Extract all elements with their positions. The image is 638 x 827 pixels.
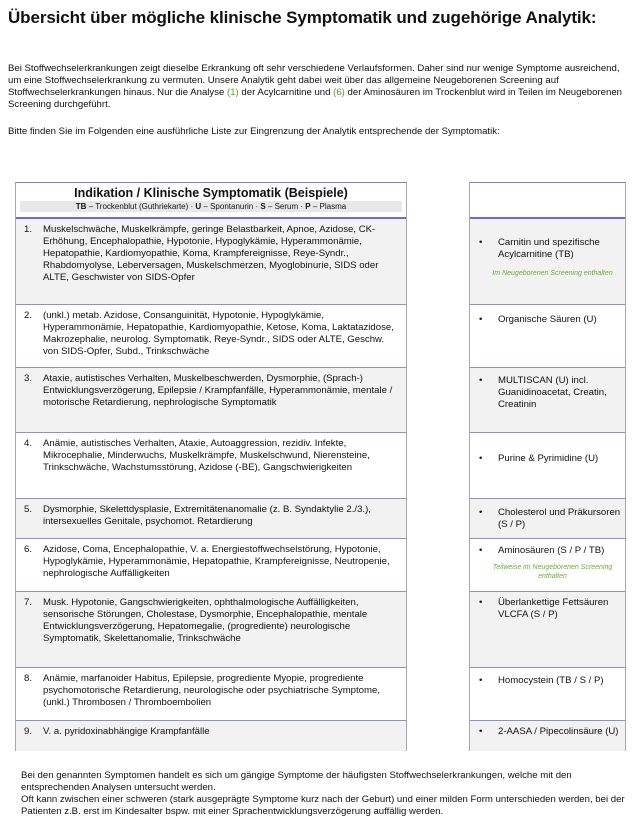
- row-number: 2.: [24, 310, 33, 321]
- table-row: [16, 721, 406, 751]
- analysis-row: [470, 368, 625, 433]
- analysis-label: Aminosäuren (S / P / TB): [498, 545, 605, 556]
- table-row: [16, 433, 406, 499]
- legend-abbr: P: [305, 202, 311, 211]
- row-symptoms: Musk. Hypotonie, Gangschwierigkeiten, ophthalmologische Auffälligkeiten, sensorische Störungen, Cholestase, Dysmorphie, Encephalopathie, mentale Entwicklungsverzögerung, Hepatomegalie, (progrediente) neurologische Symptomatik, Skelettanomalie, Trinkschwäche: [43, 597, 368, 644]
- table-row: [16, 368, 406, 433]
- analysis-row: [470, 219, 625, 305]
- bullet: •: [479, 675, 483, 686]
- analysis-row: [470, 433, 625, 499]
- legend-abbr: U: [195, 202, 202, 211]
- analysis-label: Cholesterol und Präkursoren (S / P): [498, 507, 621, 530]
- bullet: •: [479, 726, 483, 737]
- analysis-row: [470, 668, 625, 721]
- analysis-label: Carnitin und spezifische Acylcarnitine (TB): [498, 237, 600, 260]
- row-symptoms: Ataxie, autistisches Verhalten, Muskelbeschwerden, Dysmorphie, (Sprach-) Entwicklungsverzögerung, Epilepsie / Krampfanfälle, Hyperammonämie, mentale / motorische Retardierung, nephrologische Symptomatik: [43, 373, 393, 408]
- table-row: [16, 219, 406, 305]
- row-number: 8.: [24, 673, 33, 684]
- legend-abbr: TB: [75, 202, 87, 211]
- symptom-table: [15, 182, 407, 751]
- legend-text: – Serum ·: [265, 202, 306, 211]
- row-symptoms: Muskelschwäche, Muskelkrämpfe, geringe Belastbarkeit, Apnoe, Azidose, CK-Erhöhung, Encephalopathie, Hypotonie, Hypoglykämie, Hyperammonämie, Hepatopathie, Kardiomyopathie, Koma, Krampfereignisse, Reye-Syndr., Rhabdomyolyse, Leberversagen, Muskelschmerzen, Myoglobinurie, SIDS oder ALTE, Geschwister von SIDS-Opfer: [43, 224, 379, 283]
- list-intro: Bitte finden Sie im Folgenden eine ausführliche Liste zur Eingrenzung der Analytik entsprechende der Symptomatik:: [8, 126, 500, 137]
- bullet: •: [479, 597, 483, 608]
- analysis-label: Homocystein (TB / S / P): [498, 675, 604, 686]
- intro-text-3: der Aminosäuren im Trockenblut wird in Teilen im Neugeborenen Screening durchgeführt.: [8, 87, 623, 110]
- row-number: 4.: [24, 438, 33, 449]
- table-header-title: Indikation / Klinische Symptomatik (Beispiele): [74, 186, 348, 200]
- analysis-row: [470, 721, 625, 751]
- row-number: 7.: [24, 597, 33, 608]
- intro-num-1: (1): [227, 87, 239, 98]
- table-row: [16, 668, 406, 721]
- analysis-label: Organische Säuren (U): [498, 314, 597, 325]
- screening-note: Im Neugeborenen Screening enthalten: [492, 270, 613, 277]
- bullet: •: [479, 507, 483, 518]
- page-title: Übersicht über mögliche klinische Symptomatik und zugehörige Analytik:: [8, 8, 597, 27]
- bullet: •: [479, 545, 483, 556]
- analysis-row: [470, 592, 625, 668]
- table-row: [16, 539, 406, 592]
- row-symptoms: Azidose, Coma, Encephalopathie, V. a. Energiestoffwechselstörung, Hypotonie, Hypoglykämie, Hyperammonämie, Hepatopathie, Krampfereignisse, Neutropenie, nephrologische Auffälligkeiten: [43, 544, 390, 579]
- bullet: •: [479, 237, 483, 248]
- screening-note: Teilweise im Neugeborenen Screening enthalten: [492, 564, 613, 580]
- analysis-row: [470, 539, 625, 592]
- bullet: •: [479, 375, 483, 386]
- analysis-label: 2-AASA / Pipecolinsäure (U): [498, 726, 619, 737]
- analysis-row: [470, 305, 625, 368]
- table-header-legend: [20, 201, 402, 212]
- analysis-label: Überlankettige Fettsäuren VLCFA (S / P): [498, 597, 609, 620]
- legend-text: – Trockenblut (Guthriekarte) ·: [86, 202, 196, 211]
- analysis-table: [469, 182, 626, 751]
- row-number: 6.: [24, 544, 33, 555]
- intro-text-1: Bei Stoffwechselerkrankungen zeigt dieselbe Erkrankung oft sehr verschiedene Verlaufsformen. Daher sind nur wenige Symptome ausreichend, um eine Stoffwechselerkrankung zu vermuten. Unsere Analytik geht dabei weit über das allgemeine Neugeborenen Screening auf Stoffwechselerkrankungen hinaus. Nur die Analyse: [8, 63, 620, 98]
- table-row: [16, 305, 406, 368]
- analysis-label: Purine & Pyrimidine (U): [498, 453, 599, 464]
- row-symptoms: Anämie, autistisches Verhalten, Ataxie, Autoaggression, rezidiv. Infekte, Mikrocephalie, Minderwuchs, Muskelkrämpfe, Muskelschwund, Nierensteine, Trinkschwäche, Wachstumsstörung, Azidose (-BE), Gangschwierigkeiten: [43, 438, 370, 473]
- row-number: 3.: [24, 373, 33, 384]
- analysis-row: [470, 499, 625, 539]
- legend-text: – Plasma: [310, 202, 347, 211]
- bullet: •: [479, 453, 483, 464]
- analysis-table-header: [470, 183, 625, 219]
- row-number: 1.: [24, 224, 33, 235]
- row-number: 5.: [24, 504, 33, 515]
- row-symptoms: Anämie, marfanoider Habitus, Epilepsie, progrediente Myopie, progrediente psychomotorische Retardierung, neurologische oder psychiatrische Symptome, (unkl.) Thrombosen / Thromboembolien: [43, 673, 381, 708]
- closing-paragraph: Bei den genannten Symptomen handelt es sich um gängige Symptome der häufigsten Stoffwechselerkrankungen, welche mit den entsprechenden Analysen untersucht werden. Oft kann zwischen einer schweren (stark ausgeprägte Symptome kurz nach der Geburt) und einer milden Form unterschieden werden, bei der Patienten z.B. erst im Kindesalter bspw. mit einer Sprachentwicklungsverzögerung auffällig werden.: [21, 770, 625, 817]
- row-number: 9.: [24, 726, 33, 737]
- intro-paragraph: [8, 63, 630, 111]
- legend-abbr: S: [260, 202, 266, 211]
- intro-text-2: der Acylcarnitine und: [238, 87, 334, 98]
- row-symptoms: (unkl.) metab. Azidose, Consanguinität, Hypotonie, Hypoglykämie, Hyperammonämie, Hepatopathie, Kardiomyopathie, Ketose, Koma, Laktatazidose, Makrozephalie, neurolog. Symptomatik, Reye-Syndr., SIDS oder ALTE, Geschw. von SIDS-Opfer, Subd., Trinkschwäche: [43, 310, 394, 357]
- intro-num-2: (6): [333, 87, 345, 98]
- symptom-table-header: [16, 183, 406, 219]
- analysis-label: MULTISCAN (U) incl. Guanidinoacetat, Creatin, Creatinin: [498, 375, 607, 410]
- table-row: [16, 592, 406, 668]
- row-symptoms: V. a. pyridoxinabhängige Krampfanfälle: [43, 726, 210, 737]
- legend-text: – Spontanurin ·: [201, 202, 261, 211]
- bullet: •: [479, 314, 483, 325]
- table-row: [16, 499, 406, 539]
- row-symptoms: Dysmorphie, Skelettdysplasie, Extremitätenanomalie (z. B. Syndaktylie 2./3.), intersexuelles Genitale, psychomot. Retardierung: [43, 504, 371, 527]
